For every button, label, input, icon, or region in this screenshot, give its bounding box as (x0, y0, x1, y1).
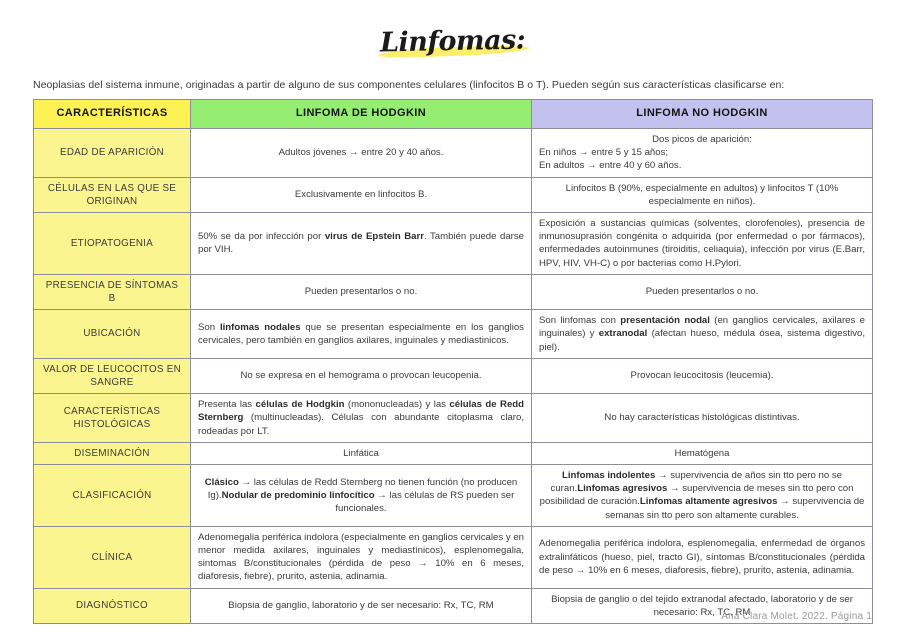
table-row (34, 213, 873, 275)
table-body (34, 129, 873, 624)
table-row (34, 358, 873, 393)
emphasis-text: Linfomas agresivos (577, 483, 668, 495)
cell-text: → las células de Redd Sternberg no tienen función (no producen Ig). (207, 476, 518, 501)
row-label-clasificacion: CLASIFICACIÓN (34, 465, 191, 527)
page-title-text: Linfomas: (379, 24, 526, 59)
row-label-presencia-de-sintomas-b: PRESENCIA DE SÍNTOMAS B (34, 274, 191, 309)
cell-no-hodgkin-presencia-de-sintomas-b: Pueden presentarlos o no. (532, 274, 873, 309)
cell-text: → las células de RS pueden ser funcionales. (335, 489, 515, 515)
column-header-caracteristicas: CARACTERÍSTICAS (34, 100, 191, 129)
comparison-table (33, 99, 873, 624)
cell-hodgkin-etiopatogenia (191, 213, 532, 275)
cell-line: En adultos → entre 40 y 60 años. (539, 160, 682, 172)
cell-text: → supervivencia de meses sin tto pero con posibilidad de curación. (539, 483, 854, 508)
page-footer: Ana Clara Molet. 2022. Página 1 (721, 611, 872, 622)
cell-text: Son (198, 321, 220, 333)
cell-text: Presenta las (198, 399, 256, 411)
cell-no-hodgkin-clasificacion (532, 465, 873, 527)
row-label-diseminacion: DISEMINACIÓN (34, 442, 191, 464)
cell-no-hodgkin-valor-de-leucocitos-en-sangre: Provocan leucocitosis (leucemia). (532, 358, 873, 393)
table-row (34, 274, 873, 309)
emphasis-text: Linfomas altamente agresivos (639, 496, 778, 508)
row-label-caracteristicas-histologicas: CARACTERÍSTICAS HISTOLÓGICAS (34, 394, 191, 443)
emphasis-text: virus de Epstein Barr (324, 231, 424, 243)
cell-text: Son linfomas con (539, 315, 621, 327)
table-row (34, 394, 873, 443)
cell-hodgkin-valor-de-leucocitos-en-sangre: No se expresa en el hemograma o provocan leucopenia. (191, 358, 532, 393)
table-row (34, 526, 873, 588)
cell-no-hodgkin-ubicacion (532, 310, 873, 359)
cell-hodgkin-diagnostico: Biopsia de ganglio, laboratorio y de ser necesario: Rx, TC, RM (191, 588, 532, 623)
cell-no-hodgkin-celulas-en-las-que-se-originan: Linfocitos B (90%, especialmente en adultos) y linfocitos T (10% especialmente en niños). (532, 177, 873, 212)
cell-text: que se presentan especialmente en los ganglios cervicales, pero también en ganglios axilares, inguinales y mediastinicos. (198, 321, 524, 347)
emphasis-text: Nodular de predominio linfocítico (221, 489, 375, 501)
table-row (34, 465, 873, 527)
row-label-edad-de-aparicion: EDAD DE APARICIÓN (34, 129, 191, 178)
page-title (374, 24, 532, 58)
cell-line: En niños → entre 5 y 15 años; (539, 147, 669, 159)
cell-text: → supervivencia de semanas sin tto pero son altamente curables. (605, 496, 865, 521)
column-header-linfoma-de-hodgkin: LINFOMA DE HODGKIN (191, 100, 532, 129)
cell-text: (afectan hueso, médula ósea, sistema digestivo, piel). (539, 328, 865, 353)
emphasis-text: Clásico (204, 476, 239, 488)
intro-paragraph: Neoplasias del sistema inmune, originadas a partir de alguno de sus componentes celulares (linfocitos B o T). Pueden según sus características clasificarse en: (33, 79, 785, 91)
cell-no-hodgkin-etiopatogenia: Exposición a sustancias químicas (solventes, clorofenoles), presencia de inmunosuprasión congénita o adquirida (por enfermedad o por fármacos), enfermedades autoinmunes (tiroiditis, celiaquia), infección por virus (E.Barr, HPV, HIV, VH-C) o por bacterias como H.Pylori. (532, 213, 873, 275)
row-label-etiopatogenia: ETIOPATOGENIA (34, 213, 191, 275)
cell-hodgkin-diseminacion: Linfática (191, 442, 532, 464)
cell-hodgkin-clasificacion (191, 465, 532, 527)
column-header-linfoma-no-hodgkin: LINFOMA NO HODGKIN (532, 100, 873, 129)
page-title-area (33, 0, 872, 66)
cell-no-hodgkin-caracteristicas-histologicas: No hay características histológicas distintivas. (532, 394, 873, 443)
table-row (34, 177, 873, 212)
cell-text: (multinucleadas). Células con abundante citoplasma claro, rodeadas por LT. (198, 412, 524, 437)
cell-no-hodgkin-diagnostico: Biopsia de ganglio o del tejido extranodal afectado, laboratorio y de ser necesario: Rx, TC, RM (532, 588, 873, 623)
emphasis-text: células de Redd Sternberg (198, 399, 524, 424)
row-label-ubicacion: UBICACIÓN (34, 310, 191, 359)
emphasis-text: extranodal (598, 328, 648, 340)
cell-hodgkin-ubicacion (191, 310, 532, 359)
emphasis-text: células de Hodgkin (255, 399, 345, 411)
cell-line (222, 490, 515, 514)
table-header-row (34, 100, 873, 129)
cell-text: → supervivencia de años sin tto pero no se curan. (550, 470, 842, 495)
cell-hodgkin-presencia-de-sintomas-b: Pueden presentarlos o no. (191, 274, 532, 309)
cell-no-hodgkin-clinica: Adenomegalia periférica indolora, esplenomegalia, enfermedad de órganos extralinfáticos (hueso, piel, tracto GI), síntomas B/constitucionales (pérdida de peso → 10% en 6 meses, diaforesis, fiebre), prurito, astenia, adinamia. (532, 526, 873, 588)
row-label-diagnostico: DIAGNÓSTICO (34, 588, 191, 623)
cell-no-hodgkin-diseminacion: Hematógena (532, 442, 873, 464)
cell-line: Dos picos de aparición: (652, 134, 752, 145)
cell-hodgkin-clinica: Adenomegalia periférica indolora (especialmente en ganglios cervicales y en menor medida axilares, inguinales y mediastínicos), esplenomegalia, sintomas B/constitucionales (pérdida de peso → 10% en 6 meses, diaforesis, fiebre), prurito, astenia, adinamia. (191, 526, 532, 588)
cell-line (605, 496, 864, 520)
table-row (34, 442, 873, 464)
emphasis-text: Linfomas indolentes (562, 470, 656, 482)
row-label-celulas-en-las-que-se-originan: CÉLULAS EN LAS QUE SE ORIGINAN (34, 177, 191, 212)
cell-no-hodgkin-edad-de-aparicion (532, 129, 873, 178)
table-row (34, 129, 873, 178)
cell-text: 50% se da por infección por (198, 231, 325, 243)
cell-text: . También puede darse por VIH. (198, 231, 524, 256)
cell-hodgkin-celulas-en-las-que-se-originan: Exclusivamente en linfocitos B. (191, 177, 532, 212)
row-label-clinica: CLÍNICA (34, 526, 191, 588)
cell-hodgkin-edad-de-aparicion: Adultos jóvenes → entre 20 y 40 años. (191, 129, 532, 178)
cell-hodgkin-caracteristicas-histologicas (191, 394, 532, 443)
row-label-valor-de-leucocitos-en-sangre: VALOR DE LEUCOCITOS EN SANGRE (34, 358, 191, 393)
emphasis-text: presentación nodal (620, 315, 710, 327)
cell-text: (en ganglios cervicales, axilares e inguinales) y (539, 315, 865, 340)
emphasis-text: linfomas nodales (219, 321, 301, 333)
table-row (34, 310, 873, 359)
cell-text: (mononucleadas) y las (344, 399, 450, 411)
